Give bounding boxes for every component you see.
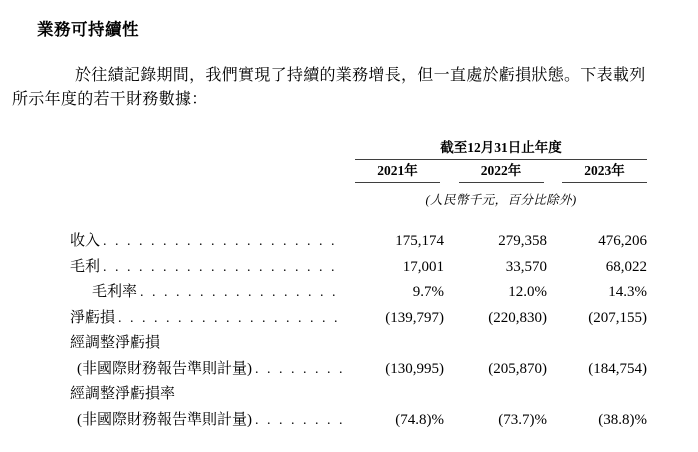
- cell-value: (38.8)%: [598, 411, 647, 428]
- dot-leader: [103, 229, 343, 255]
- cell-value: (184,754): [588, 360, 647, 377]
- paragraph-line: 所示年度的若干財務數據：: [12, 91, 208, 108]
- row-label: 經調整淨虧損率: [70, 386, 176, 402]
- dot-leader: [103, 255, 343, 281]
- table-row-adjusted-net-loss-values: [70, 357, 647, 383]
- row-label: (非國際財務報告準則計量): [77, 411, 252, 428]
- period-label: 截至12月31日止年度: [355, 139, 647, 160]
- cell-value: 476,206: [598, 233, 647, 249]
- table-period-header: [355, 139, 647, 208]
- row-label: 毛利率: [92, 284, 138, 300]
- table-row-net-loss: [70, 306, 647, 332]
- paragraph-line: 於往績記錄期間，我們實現了持續的業務增長，但一直處於虧損狀態。下表載列: [75, 67, 646, 84]
- year-columns: [355, 163, 647, 183]
- year-column-2023: 2023年: [562, 163, 647, 183]
- dot-leader: [255, 408, 343, 434]
- table-row-adjusted-net-loss-margin-values: [70, 408, 647, 434]
- unit-note: (人民幣千元，百分比除外): [425, 193, 577, 207]
- year-column-2022: 2022年: [459, 163, 544, 183]
- table-row-revenue: [70, 229, 647, 255]
- table-row-adjusted-net-loss-label: [70, 331, 647, 357]
- cell-value: 279,358: [498, 233, 547, 249]
- cell-value: 175,174: [395, 233, 444, 249]
- cell-value: (74.8)%: [395, 411, 444, 428]
- row-label: 經調整淨虧損: [70, 335, 161, 351]
- dot-leader: [140, 280, 343, 306]
- cell-value: 17,001: [402, 258, 444, 275]
- dot-leader: [255, 357, 343, 383]
- cell-value: (130,995): [385, 360, 444, 377]
- financial-table: [70, 229, 647, 433]
- year-column-2021: 2021年: [355, 163, 440, 183]
- row-label: 收入: [70, 233, 101, 249]
- cell-value: 9.7%: [412, 284, 444, 300]
- table-row-gross-profit: [70, 255, 647, 281]
- cell-value: (73.7)%: [498, 411, 547, 428]
- table-row-gross-margin: [70, 280, 647, 306]
- cell-value: 14.3%: [608, 284, 647, 300]
- row-label: 淨虧損: [70, 309, 116, 326]
- cell-value: (205,870): [488, 360, 547, 377]
- intro-paragraph: [12, 64, 660, 112]
- row-label: 毛利: [70, 258, 101, 275]
- cell-value: (139,797): [385, 309, 444, 326]
- cell-value: (220,830): [488, 309, 547, 326]
- dot-leader: [118, 306, 343, 332]
- table-row-adjusted-net-loss-margin-label: [70, 382, 647, 408]
- cell-value: 12.0%: [508, 284, 547, 300]
- cell-value: 68,022: [605, 258, 647, 275]
- page-title: 業務可持續性: [37, 20, 139, 39]
- cell-value: 33,570: [505, 258, 547, 275]
- cell-value: (207,155): [588, 309, 647, 326]
- row-label: (非國際財務報告準則計量): [77, 360, 252, 377]
